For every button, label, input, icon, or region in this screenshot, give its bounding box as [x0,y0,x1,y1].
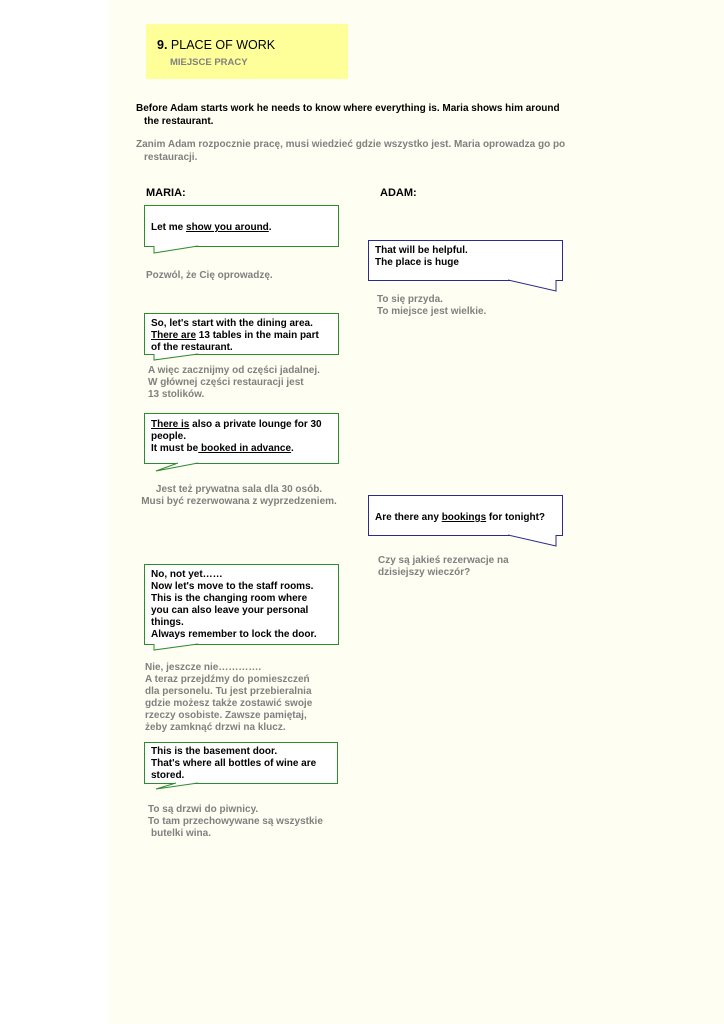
a1-line1: That will be helpful. [375,245,468,256]
m3-line3-pre: It must be [151,443,199,454]
maria-bubble-5 [144,742,338,784]
speaker-maria: MARIA: [146,187,186,199]
m4-translation [145,662,312,734]
intro-pl-line1: Zanim Adam rozpocznie pracę, musi wiedzieć gdzie wszystko jest. Maria oprowadza go po [136,139,566,150]
lesson-title [157,38,275,52]
a2-pre: Are there any [375,512,442,523]
m5-line3: stored. [151,770,185,781]
m5-pl-line3: butelki wina. [151,828,212,839]
m3-line1-rest: also a private lounge for 30 [189,419,322,430]
maria-bubble-3-tail [150,463,210,475]
a2-phrase: bookings [441,512,487,523]
a2-translation [378,555,509,579]
a2-post: for tonight? [486,512,546,523]
maria-bubble-5-tail [150,783,210,795]
a1-pl-line1: To się przyda. [377,294,443,305]
m3-line3-post: . [291,443,294,454]
m3-pl-line2: Musi być rezerwowana z wyprzedzeniem. [141,496,337,507]
m4-pl-line2: A teraz przejdźmy do pomieszczeń [145,674,310,685]
m1-post: . [268,222,272,233]
m2-phrase: There are [151,330,197,341]
a2-pl-line2: dzisiejszy wieczór? [378,567,471,578]
m4-pl-line3: dla personelu. Tu jest przebieralnia [145,686,312,697]
m4-pl-line5: rzeczy osobiste. Zawsze pamiętaj, [145,710,307,721]
m1-phrase: show you around [186,222,269,233]
lesson-title-text: PLACE OF WORK [170,38,276,52]
m4-pl-line6: żeby zamknąć drzwi na klucz. [145,722,286,733]
m4-line3: This is the changing room where [151,593,308,604]
m3-translation [139,484,339,508]
a1-line2: The place is huge [375,257,459,268]
maria-bubble-4-tail [150,644,210,656]
m5-line1: This is the basement door. [151,746,278,757]
adam-bubble-1-tail [500,280,562,294]
m2-line3: of the restaurant. [151,342,233,353]
intro-en-line2: the restaurant. [144,115,214,127]
m2-pl-line3: 13 stolików. [148,389,205,400]
m3-line1 [151,419,332,431]
intro-pl-line2: restauracji. [144,151,198,163]
m3-line2: people. [151,431,187,442]
m3-phrase-1: There is [151,419,190,430]
m3-phrase-2: booked in advance [198,443,292,454]
a1-pl-line2: To miejsce jest wielkie. [377,306,487,317]
m5-pl-line1: To są drzwi do piwnicy. [148,804,259,815]
intro-polish [136,139,591,164]
m4-line1: No, not yet…… [151,569,223,580]
adam-bubble-2 [368,495,563,536]
m2-line2-rest: 13 tables in the main part [196,330,319,341]
a2-pl-line1: Czy są jakieś rezerwacje na [378,555,509,566]
maria-bubble-2 [144,313,339,355]
maria-bubble-1 [144,205,339,247]
m2-translation [148,365,320,401]
m3-pl-line1: Jest też prywatna sala dla 30 osób. [155,484,323,495]
intro-en-line1: Before Adam starts work he needs to know where everything is. Maria shows him around [136,103,560,114]
m1-translation: Pozwól, że Cię oprowadzę. [146,270,273,281]
speaker-adam: ADAM: [380,187,417,199]
m3-line3 [151,443,332,455]
adam-bubble-2-tail [500,535,562,549]
intro-english [136,103,586,128]
adam-bubble-1 [368,240,563,281]
m4-pl-line1: Nie, jeszcze nie…………. [145,662,262,673]
m4-line4: you can also leave your personal [151,605,309,616]
m1-pre: Let me [151,222,187,233]
m4-line2: Now let's move to the staff rooms. [151,581,314,592]
maria-bubble-1-tail [150,246,210,258]
m2-pl-line2: W głównej części restauracji jest [148,377,304,388]
maria-bubble-3 [144,413,339,464]
m2-pl-line1: A więc zacznijmy od części jadalnej. [148,365,320,376]
m5-pl-line2: To tam przechowywane są wszystkie [148,816,323,827]
m4-line6: Always remember to lock the door. [151,629,317,640]
m2-line2 [151,330,332,342]
maria-bubble-4 [144,564,339,645]
m5-translation [148,804,323,840]
m4-line5: things. [151,617,184,628]
a1-translation [377,294,486,318]
m4-pl-line4: gdzie możesz także zostawić swoje [145,698,313,709]
m5-line2: That's where all bottles of wine are [151,758,317,769]
lesson-subtitle: MIEJSCE PRACY [170,57,248,68]
m2-line1: So, let's start with the dining area. [151,318,313,329]
lesson-number: 9. [157,38,168,52]
